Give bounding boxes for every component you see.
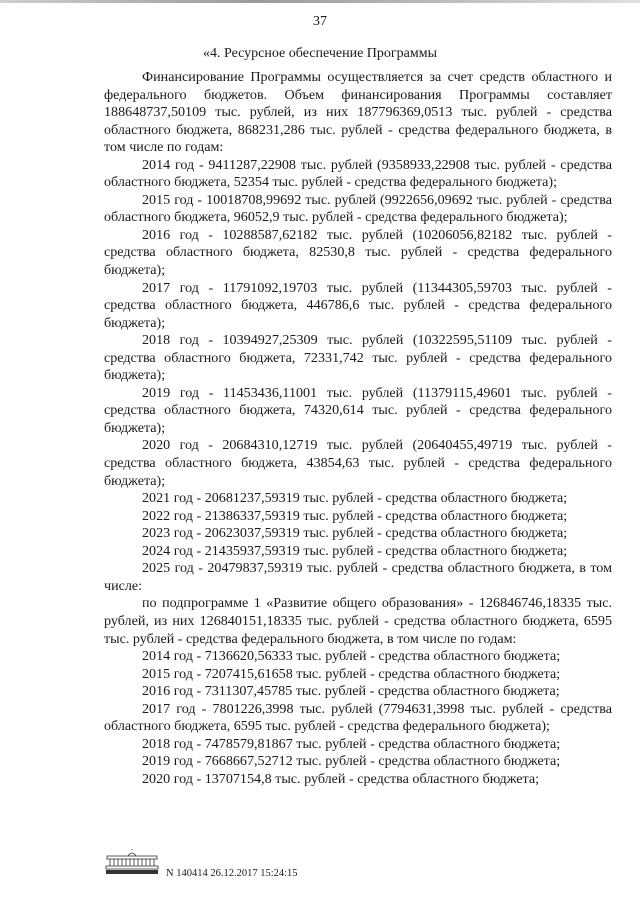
parliament-building-icon [104,849,160,875]
paragraph: 2021 год - 20681237,59319 тыс. рублей - средства областного бюджета; [142,490,568,507]
paragraph: 2019 год - 11453436,11001 тыс. рублей (11379115,49601 тыс. рублей - средства областного бюджета, 74320,614 тыс. рублей - средства федерального бюджета); [104,384,612,436]
paragraph: 2018 год - 7478579,81867 тыс. рублей - средства областного бюджета; [142,735,561,752]
paragraph: Финансирование Программы осуществляется за счет средств областного и федерального бюджетов. Объем финансирования Программы составляет 188648737,50109 тыс. рублей, из них 187796369,0513 тыс. рублей - средства областного бюджета, 868231,286 тыс. рублей - средства федерального бюджета, в том числе по годам: [104,69,612,156]
scan-top-edge [0,0,640,3]
document-body [104,69,612,788]
page-number: 37 [313,14,327,29]
paragraph: 2020 год - 20684310,12719 тыс. рублей (20640455,49719 тыс. рублей - средства областного бюджета, 43854,63 тыс. рублей - средства федерального бюджета); [104,437,612,489]
paragraph: 2020 год - 13707154,8 тыс. рублей - средства областного бюджета; [142,770,540,787]
paragraph: 2019 год - 7668667,52712 тыс. рублей - средства областного бюджета; [142,753,561,770]
paragraph: 2016 год - 7311307,45785 тыс. рублей - средства областного бюджета; [142,683,560,700]
paragraph: 2016 год - 10288587,62182 тыс. рублей (10206056,82182 тыс. рублей - средства областного бюджета, 82530,8 тыс. рублей - средства федерального бюджета); [104,226,612,279]
paragraph: 2015 год - 10018708,99692 тыс. рублей (9922656,09692 тыс. рублей - средства областного бюджета, 96052,9 тыс. рублей - средства федерального бюджета); [104,191,612,226]
paragraph: по подпрограмме 1 «Развитие общего образования» - 126846746,18335 тыс. рублей, из них 126840151,18335 тыс. рублей - средства областного бюджета, 6595 тыс. рублей - средства федерального бюджета, в том числе по годам: [104,595,612,647]
paragraph: 2014 год - 7136620,56333 тыс. рублей - средства областного бюджета; [142,648,561,665]
paragraph: 2018 год - 10394927,25309 тыс. рублей (10322595,51109 тыс. рублей - средства областного бюджета, 72331,742 тыс. рублей - средства федерального бюджета); [104,332,612,384]
paragraph: 2025 год - 20479837,59319 тыс. рублей - средства областного бюджета, в том числе: [104,560,612,594]
paragraph: 2023 год - 20623037,59319 тыс. рублей - средства областного бюджета; [142,525,568,542]
paragraph: 2024 год - 21435937,59319 тыс. рублей - средства областного бюджета; [142,542,568,559]
paragraph: 2014 год - 9411287,22908 тыс. рублей (9358933,22908 тыс. рублей - средства областного бюджета, 52354 тыс. рублей - средства федерального бюджета); [104,156,612,191]
paragraph: 2017 год - 11791092,19703 тыс. рублей (11344305,59703 тыс. рублей - средства областного бюджета, 446786,6 тыс. рублей - средства федерального бюджета); [104,279,612,331]
paragraph: 2017 год - 7801226,3998 тыс. рублей (7794631,3998 тыс. рублей - средства областного бюджета, 6595 тыс. рублей - средства федерального бюджета); [104,700,612,735]
paragraph: 2022 год - 21386337,59319 тыс. рублей - средства областного бюджета; [142,507,568,524]
registration-stamp: N 140414 26.12.2017 15:24:15 [166,868,298,879]
section-heading: «4. Ресурсное обеспечение Программы [202,46,437,61]
paragraph: 2015 год - 7207415,61658 тыс. рублей - средства областного бюджета; [142,665,561,682]
